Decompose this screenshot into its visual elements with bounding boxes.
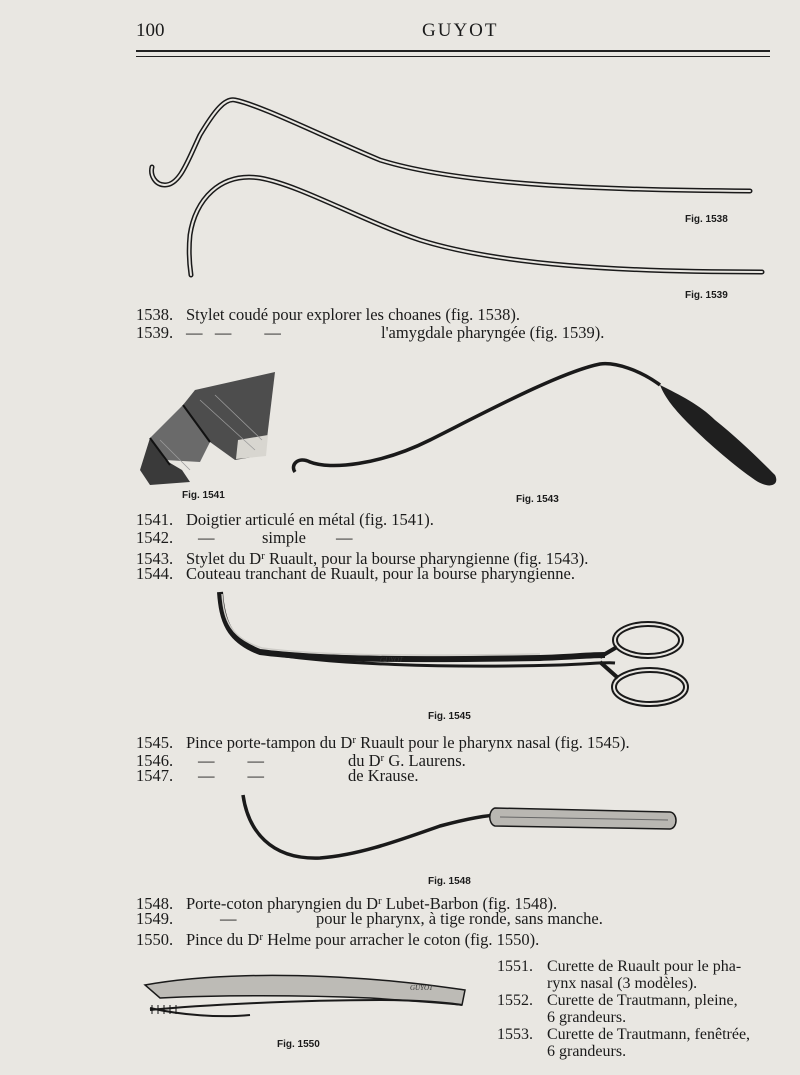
entry-number: 1549. (136, 909, 174, 928)
fig-1538-caption: Fig. 1538 (685, 214, 728, 225)
entry-text-b: G. Laurens. (384, 751, 466, 770)
entry-number: 1552. (497, 992, 533, 1009)
fig-1548-caption: Fig. 1548 (428, 876, 471, 887)
entry-1550 (136, 928, 539, 949)
entry-sup: r (261, 550, 265, 562)
entry-number: 1544. (136, 564, 174, 583)
entry-number: 1550. (136, 930, 174, 949)
entry-line1: Curette de Trautmann, fenêtrée, (547, 1026, 751, 1043)
entry-text-a: du D (348, 751, 381, 770)
entry-text-b: Ruault pour le pharynx nasal (fig. 1545). (356, 733, 630, 752)
entry-line1: Curette de Trautmann, pleine, (547, 992, 738, 1009)
porte-coton-1548-illustration (243, 795, 676, 858)
entry-text-b: Lubet-Barbon (fig. 1548). (381, 894, 558, 913)
entry-1538 (136, 306, 520, 324)
entry-line2: 6 grandeurs. (547, 1043, 627, 1060)
fig-1545-caption: Fig. 1545 (428, 711, 471, 722)
fig-1550-caption: Fig. 1550 (277, 1039, 320, 1050)
entry-number: 1553. (497, 1026, 533, 1043)
entry-sup: r (259, 931, 263, 943)
page-title: GUYOT (422, 20, 499, 41)
entry-number: 1539. (136, 323, 174, 342)
page-number: 100 (136, 20, 165, 41)
entry-ditto-dashes: — — (198, 751, 264, 770)
entry-1542 (136, 529, 353, 547)
entry-ditto-dashes: — — — (186, 323, 281, 342)
entry-text: de Krause. (348, 766, 419, 785)
entry-text: Couteau tranchant de Ruault, pour la bourse pharyngienne. (186, 564, 576, 583)
entry-1539 (136, 324, 604, 342)
entry-1544 (136, 565, 575, 583)
entry-number: 1543. (136, 549, 174, 568)
entry-line2: rynx nasal (3 modèles). (547, 975, 698, 992)
fig-1543-caption: Fig. 1543 (516, 494, 559, 505)
entry-text-a: Pince du D (186, 930, 260, 949)
entry-ditto-tail: — (336, 528, 353, 547)
entry-text-a: Porte-coton pharyngien du D (186, 894, 378, 913)
fig-1541-caption: Fig. 1541 (182, 490, 225, 501)
entry-number: 1547. (136, 766, 174, 785)
entry-number: 1546. (136, 751, 174, 770)
entry-1549 (136, 910, 603, 928)
entry-text: simple (262, 528, 306, 547)
doigtier-1541-illustration (140, 372, 275, 485)
guyot-engraving-1550: GUYOT (410, 984, 433, 992)
entry-number: 1538. (136, 305, 174, 324)
entry-number: 1548. (136, 894, 174, 913)
entry-text: l'amygdale pharyngée (fig. 1539). (381, 323, 605, 342)
entry-1541 (136, 511, 434, 529)
entry-line2: 6 grandeurs. (547, 1009, 627, 1026)
entry-1552 (497, 992, 738, 1026)
entry-text-b: Helme pour arracher le coton (fig. 1550). (263, 930, 540, 949)
pince-1545-illustration (220, 592, 686, 704)
fig-1539-caption: Fig. 1539 (685, 290, 728, 301)
entry-ditto-dashes: — (220, 909, 237, 928)
entry-text-a: Pince porte-tampon du D (186, 733, 353, 752)
entry-1553 (497, 1026, 750, 1060)
entry-line1: Curette de Ruault pour le pha- (547, 958, 742, 975)
entry-text: pour le pharynx, à tige ronde, sans manche. (316, 909, 603, 928)
entry-text-b: Ruault, pour la bourse pharyngienne (fig. 1543). (264, 549, 589, 568)
entry-ditto-dashes: — — (198, 766, 264, 785)
entry-number: 1542. (136, 528, 174, 547)
entry-sup: r (378, 895, 382, 907)
entry-ditto-dashes: — (198, 528, 215, 547)
entry-1551 (497, 958, 741, 992)
entry-text: Stylet coudé pour explorer les choanes (fig. 1538). (186, 305, 521, 324)
entry-sup: r (352, 734, 357, 746)
entry-number: 1551. (497, 958, 533, 975)
entry-number: 1545. (136, 733, 174, 752)
entry-1547 (136, 767, 419, 785)
stylet-ruault-1543-illustration (293, 364, 776, 486)
entry-number: 1541. (136, 510, 174, 529)
guyot-engraving-1545: GUYOT (380, 656, 403, 664)
pince-helme-1550-illustration (145, 975, 465, 1016)
entry-text-a: Stylet du D (186, 549, 262, 568)
entry-text: Doigtier articulé en métal (fig. 1541). (186, 510, 434, 529)
entry-sup: r (380, 752, 385, 764)
